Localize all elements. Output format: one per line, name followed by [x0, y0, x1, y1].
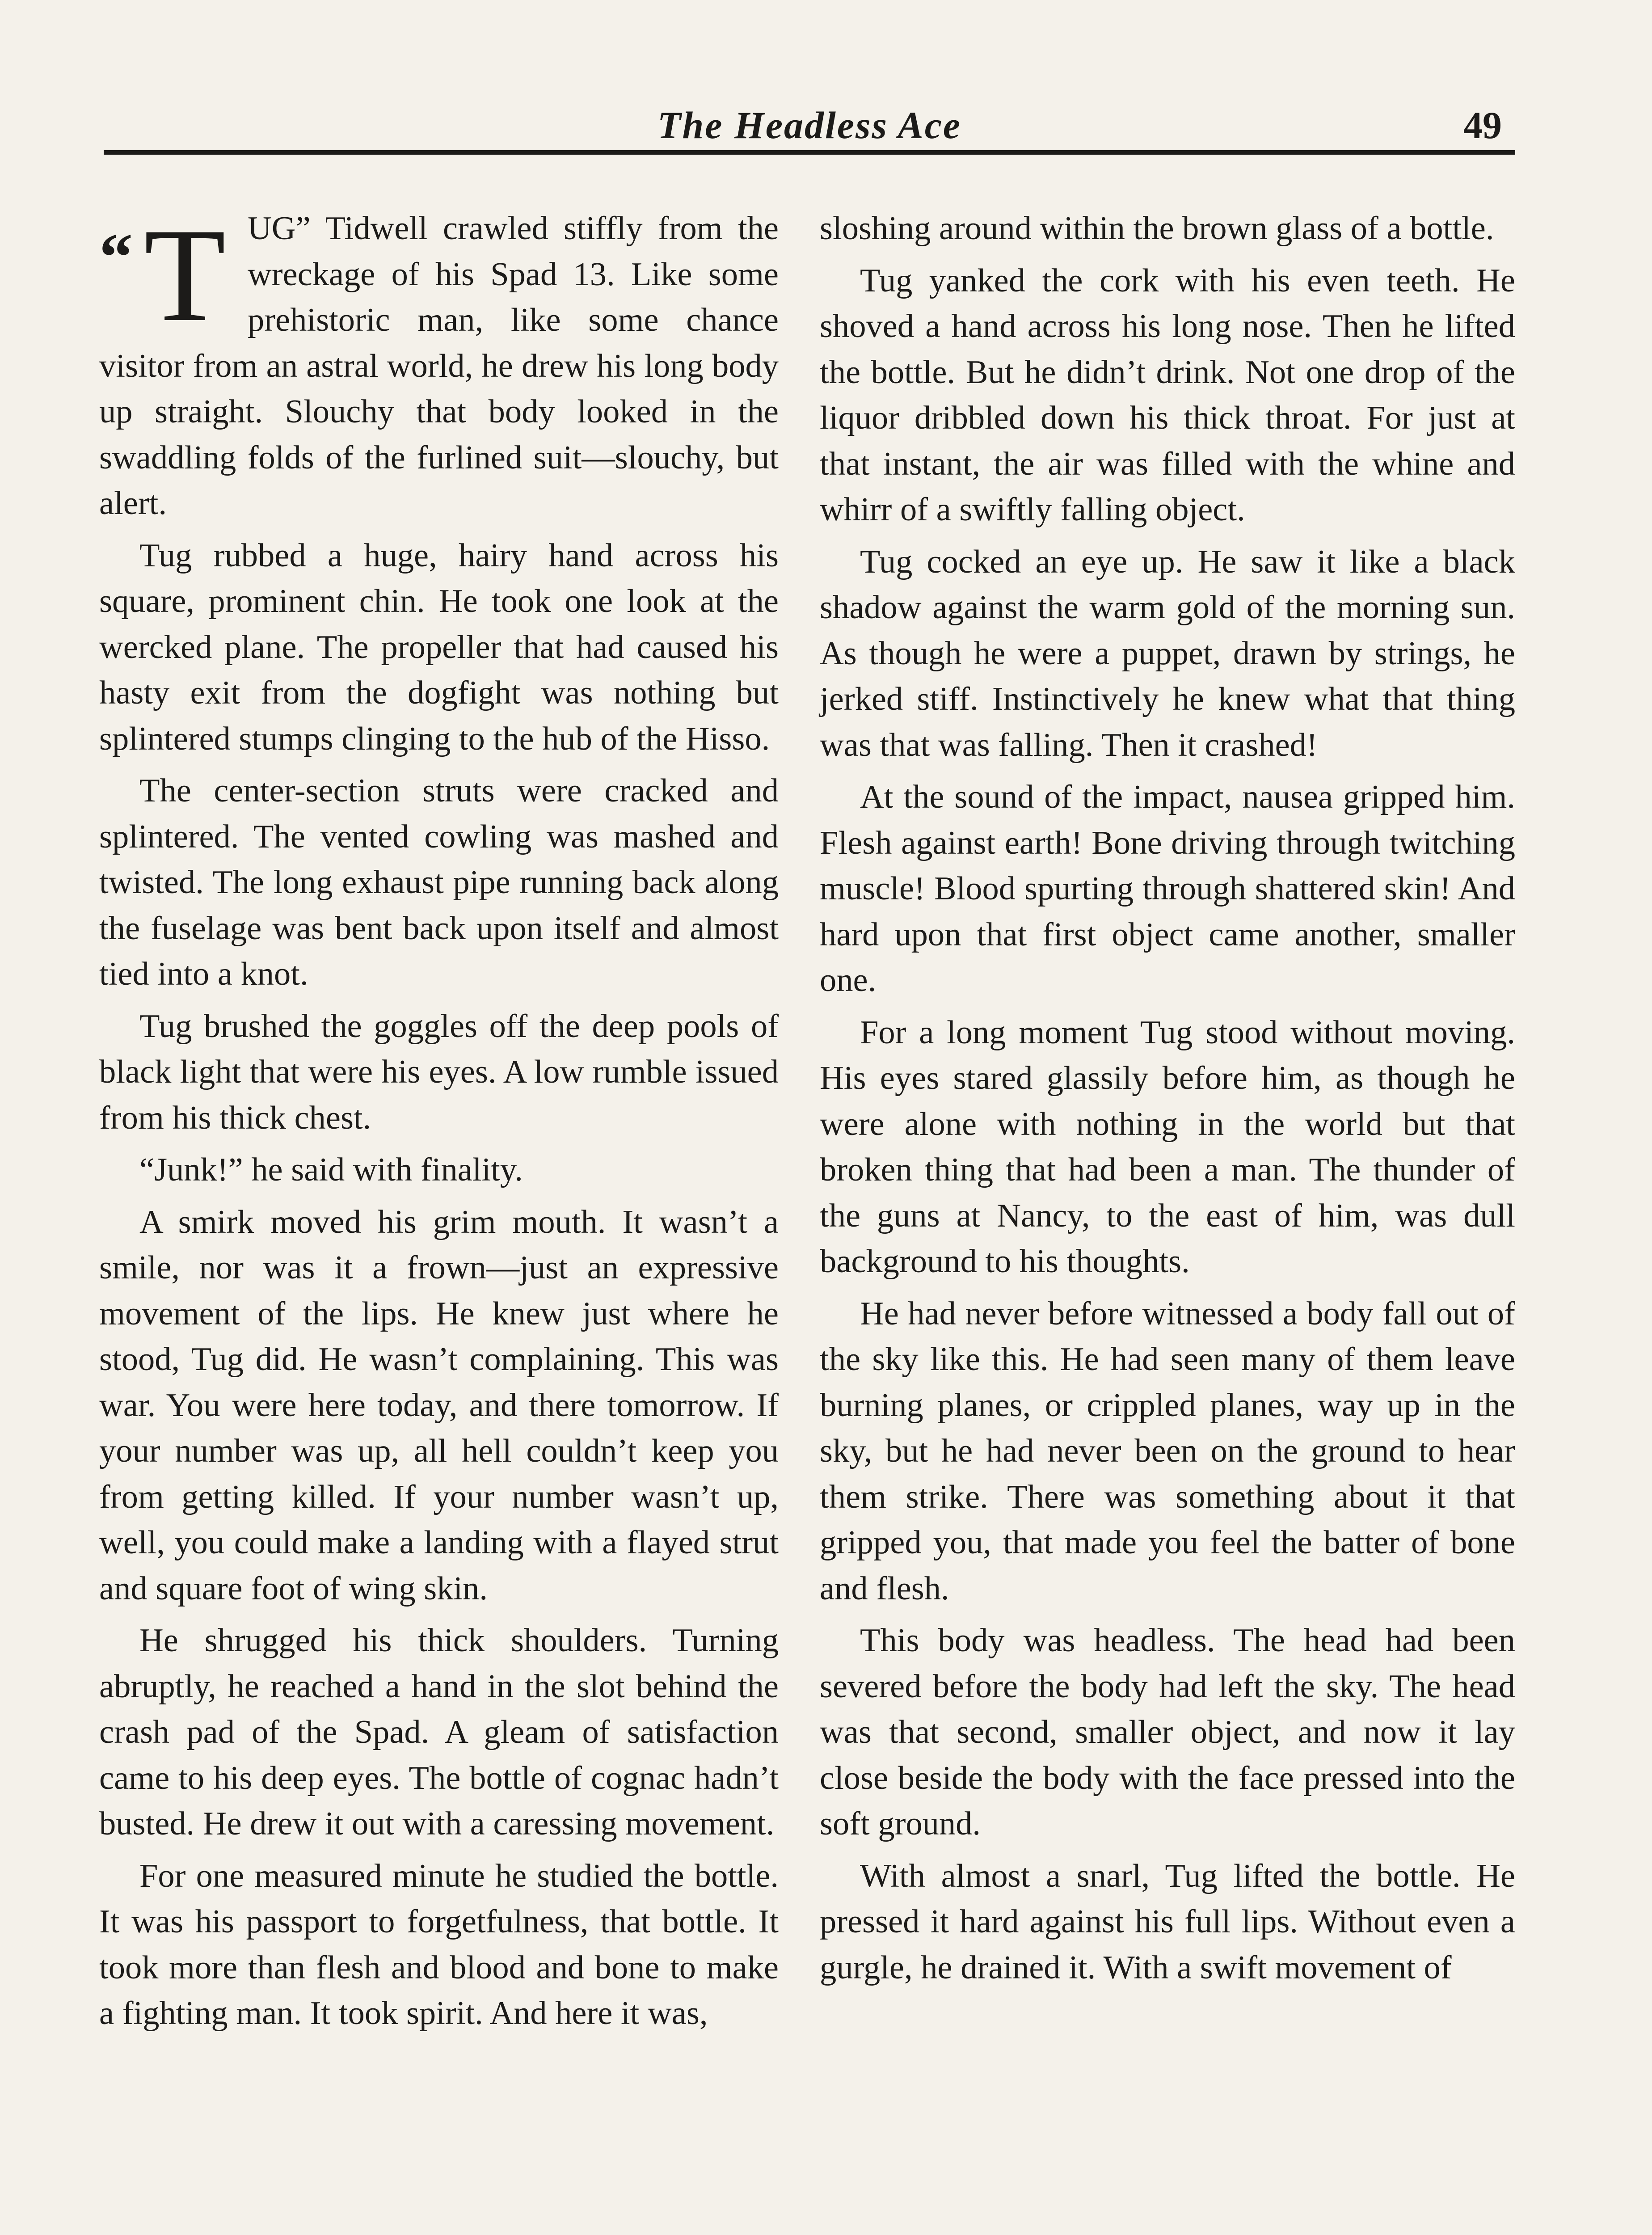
paragraph: The center-section struts were cracked and splintered. The vented cowling was mashed and twisted. The long exhaust pipe running back along the fuselage was bent back upon itself and almost tied into a knot.	[99, 772, 779, 992]
right-column	[820, 206, 1515, 1997]
paragraph: With almost a snarl, Tug lifted the bottle. He pressed it hard against his full lips. Without even a gurgle, he drained it. With a swift movement of	[820, 1857, 1515, 1986]
page-number: 49	[1463, 104, 1502, 147]
drop-cap	[99, 201, 242, 349]
paragraph: For one measured minute he studied the bottle. It was his passport to forgetfulness, that bottle. It took more than flesh and blood and bone to make a fighting man. It took spirit. And here it was,	[99, 1857, 779, 2032]
running-header	[104, 97, 1515, 151]
drop-cap-quote: “	[99, 220, 133, 294]
paragraph: Tug yanked the cork with his even teeth. He shoved a hand across his long nose. Then he lifted the bottle. But he didn’t drink. Not one drop of the liquor dribbled down his thick throat. For just at that instant, the air was filled with the whine and whirr of a swiftly falling object.	[820, 262, 1515, 528]
paragraph: Tug rubbed a huge, hairy hand across his square, prominent chin. He took one look at the wercked plane. The propeller that had caused his hasty exit from the dogfight was nothing but splintered stumps clinging to the hub of the Hisso.	[99, 537, 779, 757]
paragraph	[99, 201, 779, 527]
page-title: The Headless Ace	[657, 104, 962, 147]
paragraph: For a long moment Tug stood without moving. His eyes stared glassily before him, as though he were alone with nothing in the world but that broken thing that had been a man. The thunder of the guns at Nancy, to the east of him, was dull background to his thoughts.	[820, 1014, 1515, 1280]
paragraph: A smirk moved his grim mouth. It wasn’t a smile, nor was it a frown—just an expressive movement of the lips. He knew just where he stood, Tug did. He wasn’t complaining. This was war. You were here today, and there tomorrow. If your number was up, all hell couldn’t keep you from getting killed. If your number wasn’t up, well, you could make a landing with a flayed strut and square foot of wing skin.	[99, 1203, 779, 1607]
header-rule	[104, 150, 1515, 155]
paragraph: This body was headless. The head had been severed before the body had left the sky. The head was that second, smaller object, and now it lay close beside the body with the face pressed into the soft ground.	[820, 1622, 1515, 1842]
paragraph: He shrugged his thick shoulders. Turning abruptly, he reached a hand in the slot behind the crash pad of the Spad. A gleam of satisfaction came to his deep eyes. The bottle of cognac hadn’t busted. He drew it out with a caressing movement.	[99, 1622, 779, 1842]
left-column	[99, 201, 779, 2043]
paragraph: “Junk!” he said with finality.	[139, 1151, 523, 1188]
paragraph: Tug cocked an eye up. He saw it like a black shadow against the warm gold of the morning sun. As though he were a puppet, drawn by strings, he jerked stiff. Instinctively he knew what that thing was that was falling. Then it crashed!	[820, 543, 1515, 763]
paragraph: At the sound of the impact, nausea gripped him. Flesh against earth! Bone driving through twitching muscle! Blood spurting through shattered skin! And hard upon that first object came another, smaller one.	[820, 779, 1515, 999]
paragraph: He had never before witnessed a body fall out of the sky like this. He had seen many of them leave burning planes, or crippled planes, way up in the sky, but he had never been on the ground to hear them strike. There was something about it that gripped you, that made you feel the batter of bone and flesh.	[820, 1295, 1515, 1607]
drop-cap-letter: T	[144, 201, 226, 349]
paragraph: sloshing around within the brown glass of a bottle.	[820, 210, 1494, 247]
paragraph: Tug brushed the goggles off the deep pools of black light that were his eyes. A low rumble issued from his thick chest.	[99, 1008, 779, 1136]
paragraph-text: UG” Tidwell crawled stiffly from the wreckage of his Spad 13. Like some prehistoric man, like some chance visitor from an astral world, he drew his long body up straight. Slouchy that body looked in the swaddling folds of the furlined suit—slouchy, but alert.	[99, 210, 779, 522]
